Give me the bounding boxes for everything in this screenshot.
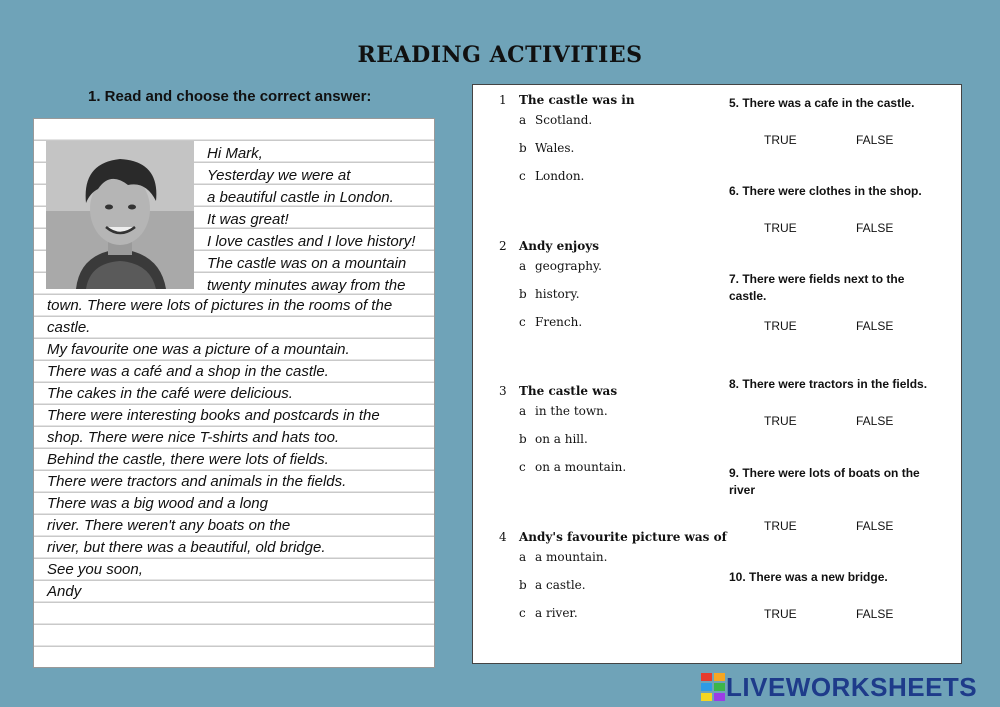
question-text: The castle was bbox=[519, 384, 618, 398]
option-text: in the town. bbox=[535, 404, 608, 418]
letter-line: shop. There were nice T-shirts and hats too. bbox=[47, 429, 340, 446]
letter-line: There were tractors and animals in the fields. bbox=[47, 473, 347, 490]
mc-question bbox=[499, 239, 599, 253]
option-letter: a bbox=[519, 404, 527, 418]
question-number: 1 bbox=[499, 93, 507, 107]
option-text: a mountain. bbox=[535, 550, 608, 564]
option-letter: a bbox=[519, 550, 527, 564]
letter-line: My favourite one was a picture of a mountain. bbox=[47, 341, 350, 358]
option-text: London. bbox=[535, 169, 585, 183]
option-text: geography. bbox=[535, 259, 602, 273]
option-text: Scotland. bbox=[535, 113, 593, 127]
letter-line: twenty minutes away from the bbox=[207, 277, 406, 294]
option-letter: a bbox=[519, 113, 527, 127]
question-text: Andy enjoys bbox=[519, 239, 600, 253]
letter-paper bbox=[33, 118, 435, 668]
letter-line: See you soon, bbox=[47, 561, 143, 578]
question-number: 4 bbox=[499, 530, 507, 544]
tf-question: 9. There were lots of boats on the river bbox=[729, 466, 920, 497]
false-option[interactable]: FALSE bbox=[856, 221, 894, 235]
option-text: French. bbox=[535, 315, 583, 329]
answer-option[interactable] bbox=[519, 169, 584, 183]
page-title: READING ACTIVITIES bbox=[357, 42, 643, 68]
liveworksheets-icon bbox=[700, 673, 726, 701]
question-text: The castle was in bbox=[519, 93, 635, 107]
letter-line: town. There were lots of pictures in the rooms of the bbox=[47, 297, 393, 314]
false-option[interactable]: FALSE bbox=[856, 319, 894, 333]
letter-line: The cakes in the café were delicious. bbox=[47, 385, 293, 402]
option-text: history. bbox=[535, 287, 580, 301]
tf-question: 8. There were tractors in the fields. bbox=[729, 377, 928, 391]
true-option[interactable]: TRUE bbox=[764, 607, 797, 621]
tf-question: 6. There were clothes in the shop. bbox=[729, 184, 922, 198]
instruction: 1. Read and choose the correct answer: bbox=[88, 88, 372, 105]
brand-logo bbox=[700, 672, 977, 702]
true-option[interactable]: TRUE bbox=[764, 133, 797, 147]
letter-line: castle. bbox=[47, 319, 91, 336]
tf-question: 10. There was a new bridge. bbox=[729, 570, 888, 584]
false-option[interactable]: FALSE bbox=[856, 607, 894, 621]
answer-option[interactable] bbox=[519, 460, 626, 474]
letter-line: river, but there was a beautiful, old bridge. bbox=[47, 539, 326, 556]
answer-option[interactable] bbox=[519, 550, 607, 564]
letter-line: Yesterday we were at bbox=[207, 167, 351, 184]
option-letter: c bbox=[519, 315, 526, 329]
letter-line: a beautiful castle in London. bbox=[207, 189, 394, 206]
option-text: a castle. bbox=[535, 578, 586, 592]
option-letter: b bbox=[519, 432, 527, 446]
letter-line: There were interesting books and postcards in the bbox=[47, 407, 380, 424]
answer-option[interactable] bbox=[519, 606, 578, 620]
letter-text bbox=[34, 119, 434, 667]
brand-name: LIVEWORKSHEETS bbox=[726, 671, 978, 702]
answer-option[interactable] bbox=[519, 141, 574, 155]
answer-option[interactable] bbox=[519, 287, 580, 301]
option-text: on a hill. bbox=[535, 432, 588, 446]
option-text: Wales. bbox=[535, 141, 575, 155]
false-option[interactable]: FALSE bbox=[856, 414, 894, 428]
answer-option[interactable] bbox=[519, 404, 608, 418]
letter-line: I love castles and I love history! bbox=[207, 233, 416, 250]
option-letter: c bbox=[519, 460, 526, 474]
answer-option[interactable] bbox=[519, 578, 586, 592]
option-text: on a mountain. bbox=[535, 460, 627, 474]
letter-line: Andy bbox=[47, 583, 82, 600]
option-letter: b bbox=[519, 287, 527, 301]
letter-line: There was a big wood and a long bbox=[47, 495, 268, 512]
option-letter: c bbox=[519, 169, 526, 183]
answer-option[interactable] bbox=[519, 432, 588, 446]
option-letter: c bbox=[519, 606, 526, 620]
letter-line: Behind the castle, there were lots of fields. bbox=[47, 451, 329, 468]
false-option[interactable]: FALSE bbox=[856, 519, 894, 533]
question-number: 2 bbox=[499, 239, 507, 253]
answer-option[interactable] bbox=[519, 259, 602, 273]
letter-line: Hi Mark, bbox=[207, 145, 263, 162]
tf-question: 7. There were fields next to the castle. bbox=[729, 272, 905, 303]
letter-line: It was great! bbox=[207, 211, 289, 228]
answer-option[interactable] bbox=[519, 315, 582, 329]
option-text: a river. bbox=[535, 606, 578, 620]
option-letter: b bbox=[519, 578, 527, 592]
mc-question bbox=[499, 384, 617, 398]
false-option[interactable]: FALSE bbox=[856, 133, 894, 147]
letter-line: There was a café and a shop in the castle. bbox=[47, 363, 329, 380]
letter-line: The castle was on a mountain bbox=[207, 255, 407, 272]
true-option[interactable]: TRUE bbox=[764, 221, 797, 235]
letter-line: river. There weren't any boats on the bbox=[47, 517, 291, 534]
option-letter: a bbox=[519, 259, 527, 273]
mc-question bbox=[499, 530, 727, 544]
tf-question: 5. There was a cafe in the castle. bbox=[729, 96, 915, 110]
question-text: Andy's favourite picture was of bbox=[519, 530, 727, 544]
answer-option[interactable] bbox=[519, 113, 592, 127]
mc-question bbox=[499, 93, 635, 107]
true-option[interactable]: TRUE bbox=[764, 519, 797, 533]
true-option[interactable]: TRUE bbox=[764, 414, 797, 428]
true-option[interactable]: TRUE bbox=[764, 319, 797, 333]
question-number: 3 bbox=[499, 384, 507, 398]
option-letter: b bbox=[519, 141, 527, 155]
worksheet-panel bbox=[472, 84, 962, 664]
